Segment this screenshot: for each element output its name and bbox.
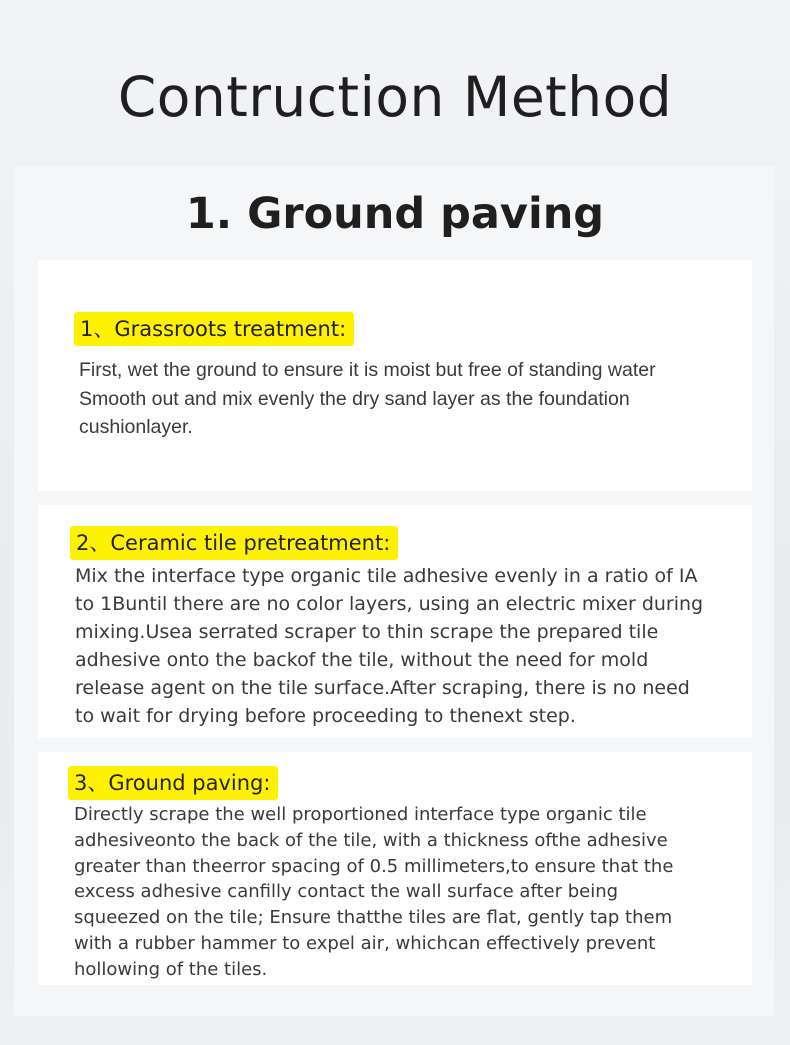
step-card-tile-pretreatment bbox=[38, 505, 752, 738]
step-card-ground-paving bbox=[38, 752, 752, 985]
page-title: Contruction Method bbox=[117, 65, 673, 129]
section-title: 1. Ground paving bbox=[185, 189, 605, 239]
step-heading-tile-pretreatment: 2、Ceramic tile pretreatment: bbox=[70, 526, 398, 560]
step-body-tile-pretreatment: Mix the interface type organic tile adhesive evenly in a ratio of IA to 1Buntil there are no color layers, using an electric mixer during mixing.Usea serrated scraper to thin scrape the prepared tile adhesive onto the backof the tile, without the need for mold release agent on the tile surface.After scraping, there is no need to wait for drying before proceeding to thenext step. bbox=[75, 565, 704, 727]
step-card-grassroots bbox=[38, 260, 752, 491]
step-body-ground-paving: Directly scrape the well proportioned interface type organic tile adhesiveonto the back of the tile, with a thickness ofthe adhesive greater than theerror spacing of 0.5 millimeters,to ensure that the excess adhesive canfilly contact the wall surface after being squeezed on the tile; Ensure thatthe tiles are flat, gently tap them with a rubber hammer to expel air, whichcan effectively prevent hollowing of the tiles. bbox=[74, 804, 674, 980]
step-heading-grassroots: 1、Grassroots treatment: bbox=[74, 312, 354, 346]
step-heading-ground-paving: 3、Ground paving: bbox=[68, 766, 278, 800]
step-body-grassroots: First, wet the ground to ensure it is moist but free of standing water Smooth out and mix evenly the dry sand layer as the foundation cushionlayer. bbox=[79, 359, 656, 438]
